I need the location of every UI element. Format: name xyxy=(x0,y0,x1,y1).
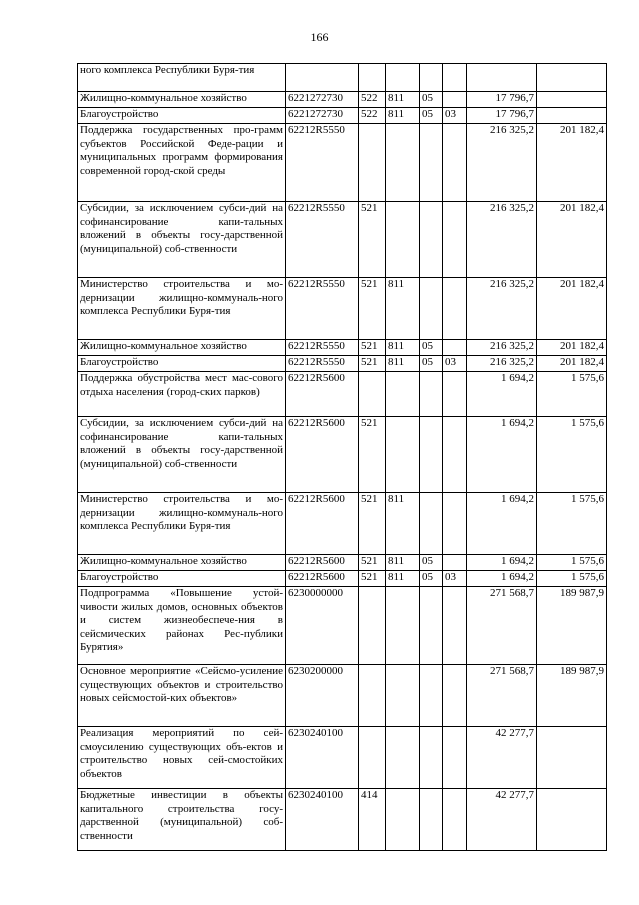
table-row xyxy=(78,587,607,665)
row-subsection: 03 xyxy=(443,356,467,372)
row-name: Поддержка обустройства мест мас-сового отдыха населения (город-ских парков) xyxy=(78,372,286,417)
row-name: Благоустройство xyxy=(78,108,286,124)
row-name: ного комплекса Республики Буря-тия xyxy=(78,64,286,92)
row-ministry-code: 811 xyxy=(386,340,420,356)
table-row xyxy=(78,555,607,571)
row-section: 05 xyxy=(420,555,443,571)
row-sum-year-2 xyxy=(537,727,607,789)
row-ministry-code xyxy=(386,124,420,202)
row-expense-type: 521 xyxy=(359,278,386,340)
row-section xyxy=(420,789,443,851)
row-section xyxy=(420,727,443,789)
row-sum-year-2: 201 182,4 xyxy=(537,356,607,372)
row-subsection xyxy=(443,202,467,278)
row-subsection xyxy=(443,372,467,417)
table-row xyxy=(78,417,607,493)
row-sum-year-1: 1 694,2 xyxy=(467,493,537,555)
row-expense-type xyxy=(359,372,386,417)
row-ministry-code: 811 xyxy=(386,493,420,555)
row-sum-year-1: 42 277,7 xyxy=(467,789,537,851)
table-row xyxy=(78,278,607,340)
row-name: Субсидии, за исключением субси-дий на софинансирование капи-тальных вложений в объекты госу-дарственной (муниципальной) соб-ственности xyxy=(78,417,286,493)
row-sum-year-1 xyxy=(467,64,537,92)
row-name: Бюджетные инвестиции в объекты капитального строительства госу-дарственной (муниципальной) соб-ственности xyxy=(78,789,286,851)
table-row xyxy=(78,108,607,124)
row-section: 05 xyxy=(420,571,443,587)
row-ministry-code xyxy=(386,202,420,278)
row-target-code: 6230000000 xyxy=(286,587,359,665)
row-sum-year-2: 201 182,4 xyxy=(537,278,607,340)
table-row xyxy=(78,493,607,555)
row-name: Подпрограмма «Повышение устой-чивости жилых домов, основных объектов и систем жизнеобеспече-ния в сейсмических районах Рес-публики Бурятия» xyxy=(78,587,286,665)
row-sum-year-2: 189 987,9 xyxy=(537,587,607,665)
row-subsection xyxy=(443,92,467,108)
row-ministry-code xyxy=(386,665,420,727)
row-expense-type: 521 xyxy=(359,356,386,372)
row-target-code: 62212R5600 xyxy=(286,555,359,571)
row-sum-year-2 xyxy=(537,64,607,92)
row-expense-type xyxy=(359,727,386,789)
row-expense-type: 522 xyxy=(359,92,386,108)
row-name: Благоустройство xyxy=(78,356,286,372)
row-name: Министерство строительства и мо-дернизации жилищно-коммуналь-ного комплекса Республики Буря-тия xyxy=(78,278,286,340)
row-subsection: 03 xyxy=(443,571,467,587)
row-name: Жилищно-коммунальное хозяйство xyxy=(78,555,286,571)
row-ministry-code: 811 xyxy=(386,108,420,124)
row-target-code: 62212R5550 xyxy=(286,340,359,356)
row-expense-type xyxy=(359,587,386,665)
row-subsection xyxy=(443,278,467,340)
row-sum-year-2: 1 575,6 xyxy=(537,417,607,493)
row-sum-year-2: 1 575,6 xyxy=(537,372,607,417)
page-number: 166 xyxy=(310,30,329,44)
row-subsection xyxy=(443,587,467,665)
row-ministry-code xyxy=(386,727,420,789)
table-row xyxy=(78,340,607,356)
row-sum-year-1: 17 796,7 xyxy=(467,108,537,124)
table-row xyxy=(78,571,607,587)
row-section xyxy=(420,278,443,340)
row-expense-type: 414 xyxy=(359,789,386,851)
row-expense-type: 521 xyxy=(359,493,386,555)
row-ministry-code xyxy=(386,372,420,417)
row-target-code xyxy=(286,64,359,92)
table-row xyxy=(78,372,607,417)
row-expense-type: 521 xyxy=(359,417,386,493)
row-sum-year-1: 17 796,7 xyxy=(467,92,537,108)
row-expense-type: 521 xyxy=(359,202,386,278)
row-target-code: 6221272730 xyxy=(286,108,359,124)
table-row xyxy=(78,64,607,92)
table-row xyxy=(78,124,607,202)
row-sum-year-1: 1 694,2 xyxy=(467,571,537,587)
row-section xyxy=(420,493,443,555)
row-sum-year-1: 271 568,7 xyxy=(467,587,537,665)
row-sum-year-1: 216 325,2 xyxy=(467,278,537,340)
row-ministry-code: 811 xyxy=(386,92,420,108)
row-name: Жилищно-коммунальное хозяйство xyxy=(78,92,286,108)
row-subsection xyxy=(443,417,467,493)
table-row xyxy=(78,92,607,108)
row-ministry-code xyxy=(386,789,420,851)
row-ministry-code xyxy=(386,417,420,493)
table-row xyxy=(78,356,607,372)
row-subsection xyxy=(443,789,467,851)
row-target-code: 62212R5600 xyxy=(286,372,359,417)
row-name: Министерство строительства и мо-дернизации жилищно-коммуналь-ного комплекса Республики Буря-тия xyxy=(78,493,286,555)
row-sum-year-2: 201 182,4 xyxy=(537,202,607,278)
row-subsection xyxy=(443,124,467,202)
table-row xyxy=(78,202,607,278)
row-sum-year-2 xyxy=(537,789,607,851)
row-sum-year-2: 1 575,6 xyxy=(537,555,607,571)
row-sum-year-2 xyxy=(537,108,607,124)
row-ministry-code xyxy=(386,64,420,92)
row-sum-year-2: 1 575,6 xyxy=(537,571,607,587)
row-expense-type xyxy=(359,124,386,202)
row-name: Благоустройство xyxy=(78,571,286,587)
row-name: Субсидии, за исключением субси-дий на софинансирование капи-тальных вложений в объекты госу-дарственной (муниципальной) соб-ственности xyxy=(78,202,286,278)
table-row xyxy=(78,665,607,727)
row-name: Реализация мероприятий по сей-смоусилению существующих объ-ектов и строительство новых сей-смостойких объектов xyxy=(78,727,286,789)
row-expense-type: 521 xyxy=(359,555,386,571)
row-section xyxy=(420,202,443,278)
row-target-code: 62212R5600 xyxy=(286,493,359,555)
row-name: Основное мероприятие «Сейсмо-усиление существующих объектов и строительство новых сейсмостой-ких объектов» xyxy=(78,665,286,727)
row-sum-year-2: 189 987,9 xyxy=(537,665,607,727)
row-expense-type xyxy=(359,665,386,727)
row-target-code: 62212R5600 xyxy=(286,417,359,493)
row-target-code: 62212R5550 xyxy=(286,356,359,372)
row-expense-type: 521 xyxy=(359,340,386,356)
row-sum-year-2: 201 182,4 xyxy=(537,124,607,202)
row-target-code: 62212R5600 xyxy=(286,571,359,587)
row-subsection xyxy=(443,340,467,356)
row-subsection: 03 xyxy=(443,108,467,124)
row-subsection xyxy=(443,727,467,789)
row-subsection xyxy=(443,64,467,92)
row-section: 05 xyxy=(420,340,443,356)
row-expense-type: 522 xyxy=(359,108,386,124)
row-expense-type: 521 xyxy=(359,571,386,587)
row-target-code: 62212R5550 xyxy=(286,202,359,278)
row-section xyxy=(420,124,443,202)
table-row xyxy=(78,727,607,789)
row-subsection xyxy=(443,555,467,571)
row-section: 05 xyxy=(420,108,443,124)
row-sum-year-1: 42 277,7 xyxy=(467,727,537,789)
row-sum-year-1: 1 694,2 xyxy=(467,372,537,417)
row-sum-year-2: 201 182,4 xyxy=(537,340,607,356)
row-ministry-code: 811 xyxy=(386,356,420,372)
row-section xyxy=(420,372,443,417)
row-target-code: 62212R5550 xyxy=(286,278,359,340)
row-section: 05 xyxy=(420,92,443,108)
row-sum-year-2: 1 575,6 xyxy=(537,493,607,555)
budget-table xyxy=(77,63,607,851)
row-target-code: 6230240100 xyxy=(286,727,359,789)
row-sum-year-1: 1 694,2 xyxy=(467,555,537,571)
row-ministry-code: 811 xyxy=(386,278,420,340)
row-subsection xyxy=(443,665,467,727)
row-ministry-code: 811 xyxy=(386,555,420,571)
row-sum-year-1: 216 325,2 xyxy=(467,202,537,278)
row-sum-year-1: 1 694,2 xyxy=(467,417,537,493)
row-target-code: 6221272730 xyxy=(286,92,359,108)
row-sum-year-2 xyxy=(537,92,607,108)
row-section: 05 xyxy=(420,356,443,372)
table-row xyxy=(78,789,607,851)
row-section xyxy=(420,665,443,727)
row-target-code: 6230240100 xyxy=(286,789,359,851)
row-name: Поддержка государственных про-грамм субъектов Российской Феде-рации и муниципальных программ формирования современной город-ской среды xyxy=(78,124,286,202)
row-target-code: 6230200000 xyxy=(286,665,359,727)
row-ministry-code xyxy=(386,587,420,665)
row-ministry-code: 811 xyxy=(386,571,420,587)
row-expense-type xyxy=(359,64,386,92)
row-section xyxy=(420,417,443,493)
row-sum-year-1: 216 325,2 xyxy=(467,356,537,372)
row-section xyxy=(420,64,443,92)
row-sum-year-1: 216 325,2 xyxy=(467,340,537,356)
row-section xyxy=(420,587,443,665)
row-name: Жилищно-коммунальное хозяйство xyxy=(78,340,286,356)
row-sum-year-1: 216 325,2 xyxy=(467,124,537,202)
row-subsection xyxy=(443,493,467,555)
row-target-code: 62212R5550 xyxy=(286,124,359,202)
row-sum-year-1: 271 568,7 xyxy=(467,665,537,727)
